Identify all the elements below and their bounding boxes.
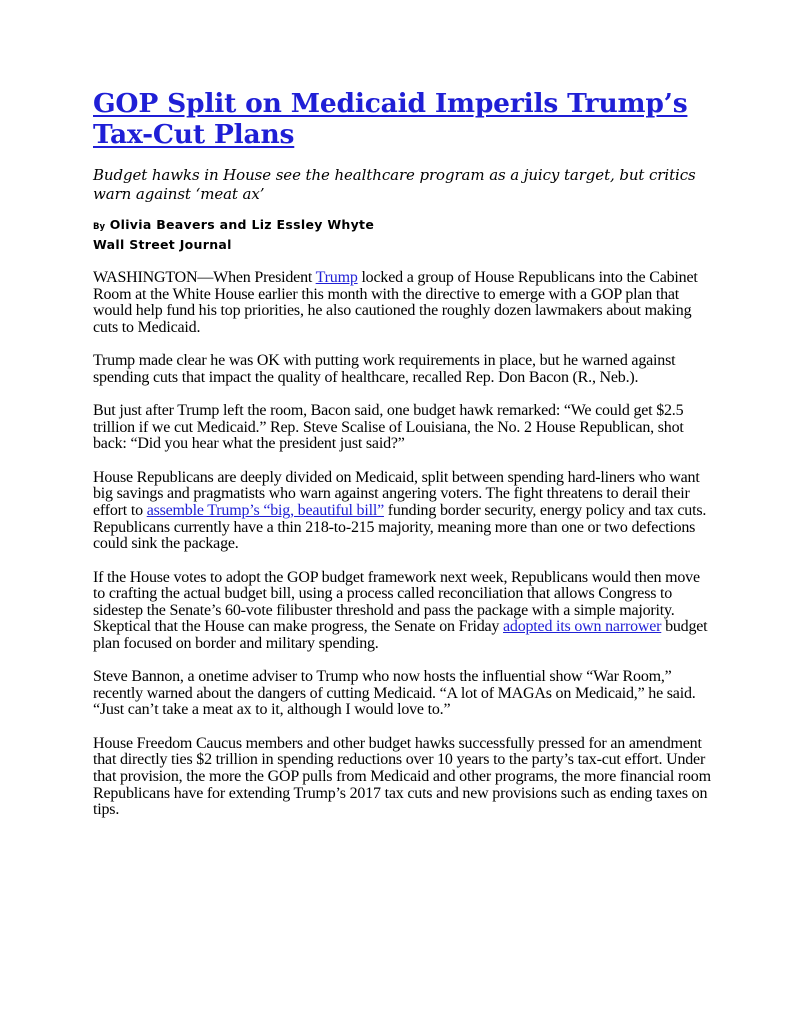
byline-block [93, 216, 713, 253]
paragraph-5-text-b: budget plan focused on border and military spending. [93, 618, 708, 652]
paragraph-6: Steve Bannon, a onetime adviser to Trump who now hosts the influential show “War Room,” recently warned about the dangers of cutting Medicaid. “A lot of MAGAs on Medicaid,” he said. “Just can’t take a meat ax to it, although I would love to.” [93, 668, 696, 719]
paragraph-5-text-a: If the House votes to adopt the GOP budget framework next week, Republicans would then move to crafting the actual budget bill, using a process called reconciliation that allows Congress to sidestep the Senate’s 60-vote filibuster threshold and pass the package with a simple majority. Skeptical that the House can make progress, the Senate on Friday [93, 568, 700, 636]
byline-prefix: By [93, 222, 106, 232]
subheadline: Budget hawks in House see the healthcare program as a juicy target, but critics warn against ‘meat ax’ [93, 166, 696, 203]
trump-link[interactable]: Trump [315, 269, 358, 286]
headline-link[interactable]: GOP Split on Medicaid Imperils Trump’s Tax-Cut Plans [93, 88, 688, 150]
paragraph-4-text-a: House Republicans are deeply divided on Medicaid, split between spending hard-liners who want big savings and pragmatists who warn against angering voters. The fight threatens to derail their effort to [93, 468, 700, 519]
big-beautiful-bill-link[interactable]: assemble Trump’s “big, beautiful bill” [146, 501, 384, 519]
paragraph-3: But just after Trump left the room, Bacon said, one budget hawk remarked: “We could get $2.5 trillion if we cut Medicaid.” Rep. Steve Scalise of Louisiana, the No. 2 House Republican, shot back: “Did you hear what the president just said?” [93, 402, 684, 453]
senate-budget-plan-link[interactable]: adopted its own narrower [503, 618, 662, 636]
paragraph-7: House Freedom Caucus members and other budget hawks successfully pressed for an amendment that directly ties $2 trillion in spending reductions over 10 years to the party’s tax-cut effort. Under that provision, the more the GOP pulls from Medicaid and other programs, the more financial room Republicans have for extending Trump’s 2017 tax cuts and new provisions such as ending taxes on tips. [93, 734, 711, 819]
publication-name: Wall Street Journal [93, 237, 232, 252]
paragraph-1 [93, 270, 713, 336]
article-page [93, 88, 713, 836]
paragraph-1-text-a: WASHINGTON—When President [93, 269, 316, 286]
byline [93, 216, 713, 236]
paragraph-1-text-b: locked a group of House Republicans into the Cabinet Room at the White House earlier this month with the directive to emerge with a GOP plan that would help fund his top priorities, he also cautioned the roughly dozen lawmakers about making cuts to Medicaid. [93, 269, 698, 336]
paragraph-2: Trump made clear he was OK with putting work requirements in place, but he warned against spending cuts that impact the quality of healthcare, recalled Rep. Don Bacon (R., Neb.). [93, 352, 676, 386]
headline [93, 88, 713, 150]
paragraph-4 [93, 470, 713, 553]
byline-authors: Olivia Beavers and Liz Essley Whyte [109, 217, 375, 232]
article-body [93, 270, 713, 819]
paragraph-4-text-b: funding border security, energy policy and tax cuts. Republicans currently have a thin 218-to-215 majority, meaning more than one or two defections could sink the package. [93, 501, 707, 553]
paragraph-5 [93, 570, 713, 653]
